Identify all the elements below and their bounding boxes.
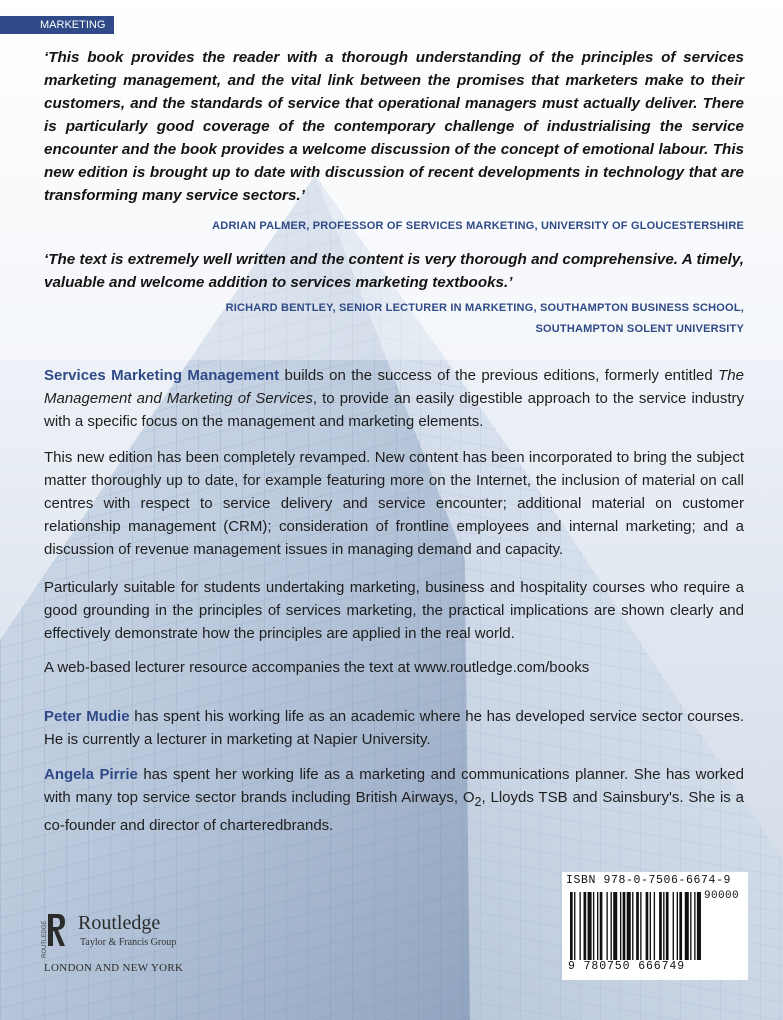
barcode-bar [613, 892, 617, 960]
barcode-bar [697, 892, 701, 960]
isbn-label: ISBN 978-0-7506-6674-9 [566, 874, 732, 887]
barcode-bar [623, 892, 626, 960]
resource-note: A web-based lecturer resource accompanies the text at www.routledge.com/books [44, 659, 590, 676]
barcode-bar [574, 892, 575, 960]
ean-number: 9 780750 666749 [568, 960, 686, 973]
description-paragraph-1 [44, 364, 744, 433]
barcode-bar [663, 892, 664, 960]
subscript: 2 [474, 795, 482, 809]
barcode-bar [659, 892, 662, 960]
barcode-bar [640, 892, 641, 960]
barcode-bar [632, 892, 633, 960]
barcode-bar [597, 892, 598, 960]
former-title: The Management and Marketing of Services [44, 367, 744, 407]
description-paragraph-3: Particularly suitable for students undertaking marketing, business and hospitality courses who require a good grounding in the principles of services marketing, the practical implications are shown clearly and effectively demonstrate how the principles are applied in the real world. [44, 579, 744, 642]
author-bio-text-cont: , Lloyds TSB and Sainsbury's. She is a co-founder and director of charteredbrands. [44, 789, 744, 834]
barcode-bar [620, 892, 621, 960]
description-text: builds on the success of the previous editions, formerly entitled [279, 367, 719, 384]
author-bio-text: has spent her working life as a marketing and communications planner. She has worked with many top service sector brands including British Airways, O [44, 766, 744, 806]
author-bio-1 [44, 705, 744, 751]
barcode-bar [627, 892, 631, 960]
description-paragraph-2: This new edition has been completely revamped. New content has been incorporated to bring the subject matter thoroughly up to date, for example featuring more on the Internet, the inclusion of material on call centres with respect to service delivery and service encounter; additional material on customer relationship management (CRM); consideration of frontline employees and internal marketing; and a discussion of revenue management issues in managing demand and capacity. [44, 449, 744, 558]
attribution-2-line-2: SOUTHAMPTON SOLENT UNIVERSITY [535, 323, 744, 335]
barcode-bar [650, 892, 651, 960]
publisher-location: LONDON AND NEW YORK [44, 962, 184, 974]
barcode-bar [673, 892, 674, 960]
author-bio-text: has spent his working life as an academic where he has developed service sector courses. He is currently a lecturer in marketing at Napier University. [44, 708, 744, 748]
attribution-2-line-1: RICHARD BENTLEY, SENIOR LECTURER IN MARKETING, SOUTHAMPTON BUSINESS SCHOOL, [225, 302, 744, 314]
author-name: Angela Pirrie [44, 766, 138, 783]
barcode-bar [606, 892, 607, 960]
barcode-bar [694, 892, 695, 960]
barcode-bars [570, 892, 746, 960]
barcode-bar [646, 892, 649, 960]
price-code: 90000 [704, 890, 740, 902]
barcode-bar [584, 892, 587, 960]
author-bio-2 [44, 763, 744, 837]
barcode-bar [579, 892, 580, 960]
book-title: Services Marketing Management [44, 367, 280, 384]
publisher-name: Routledge [78, 912, 161, 934]
barcode-bar [588, 892, 592, 960]
barcode-bar [593, 892, 594, 960]
barcode-bar [690, 892, 691, 960]
section-tag: MARKETING [0, 16, 114, 34]
review-attribution-1: ADRIAN PALMER, PROFESSOR OF SERVICES MARKETING, UNIVERSITY OF GLOUCESTERSHIRE [212, 220, 744, 232]
barcode-bar [570, 892, 573, 960]
isbn-barcode [562, 872, 748, 980]
barcode-bar [685, 892, 689, 960]
barcode-bar [677, 892, 678, 960]
review-quote-1: ‘This book provides the reader with a thorough understanding of the principles of services marketing management, and the vital link between the promises that marketers make to their customers, and the standards of service that operational managers must actually deliver. There is particularly good coverage of the contemporary challenge of industrialising the service encounter and the book provides a welcome discussion of the concept of emotional labour. This new edition is brought up to date with discussion of recent developments in technology that are transforming many service sectors.’ [44, 49, 744, 204]
review-attribution-2 [226, 298, 744, 340]
barcode-bar [666, 892, 669, 960]
publisher-vertical-mark: ROUTLEDGE [42, 920, 48, 958]
barcode-bar [611, 892, 612, 960]
publisher-subtitle: Taylor & Francis Group [80, 937, 177, 948]
author-name: Peter Mudie [44, 708, 130, 725]
description-text-cont: , to provide an easily digestible approach to the service industry with a specific focus on the management and marketing elements. [44, 390, 745, 430]
barcode-bar [679, 892, 682, 960]
review-quote-2: ‘The text is extremely well written and the content is very thorough and comprehensive. A timely, valuable and welcome addition to services marketing textbooks.’ [44, 251, 744, 291]
barcode-bar [600, 892, 603, 960]
barcode-bar [654, 892, 655, 960]
barcode-bar [636, 892, 639, 960]
